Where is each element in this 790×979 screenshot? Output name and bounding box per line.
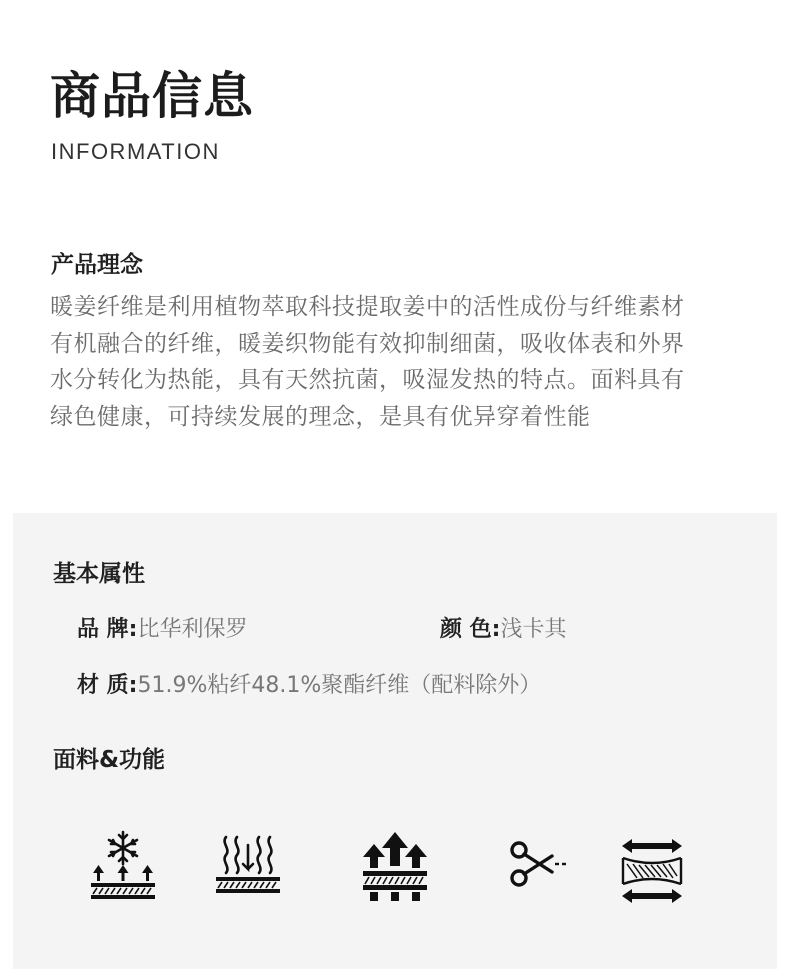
page-title: 商品信息 (50, 67, 254, 125)
scissors-cut-icon (508, 840, 570, 890)
concept-line: 有机融合的纤维，暖姜织物能有效抑制细菌，吸收体表和外界 (50, 330, 685, 357)
attributes-heading: 基本属性 (53, 561, 145, 587)
color-value: 浅卡其 (500, 617, 567, 642)
color-label: 颜 色: (440, 617, 501, 642)
concept-line: 暖姜纤维是利用植物萃取科技提取姜中的活性成份与纤维素材 (50, 294, 685, 320)
concept-line: 绿色健康，可持续发展的理念，是具有优异穿着性能 (50, 403, 591, 430)
snowflake-cooling-icon (88, 827, 158, 903)
brand-row (77, 615, 247, 645)
concept-body (50, 289, 760, 435)
color-row (440, 615, 566, 645)
breathable-arrows-icon (360, 830, 430, 904)
concept-heading: 产品理念 (51, 252, 143, 278)
material-label: 材 质: (77, 673, 138, 698)
heat-steam-icon (213, 831, 283, 899)
material-value: 51.9%粘纤48.1%聚酯纤维（配料除外） (137, 673, 542, 698)
brand-label: 品 牌: (77, 617, 138, 642)
page-subtitle: INFORMATION (51, 139, 220, 164)
brand-value: 比华利保罗 (137, 617, 248, 642)
functions-heading: 面料&功能 (53, 747, 166, 773)
concept-line: 水分转化为热能，具有天然抗菌，吸湿发热的特点。面料具有 (50, 367, 685, 393)
material-row (77, 671, 541, 701)
stretch-fabric-icon (619, 838, 685, 904)
